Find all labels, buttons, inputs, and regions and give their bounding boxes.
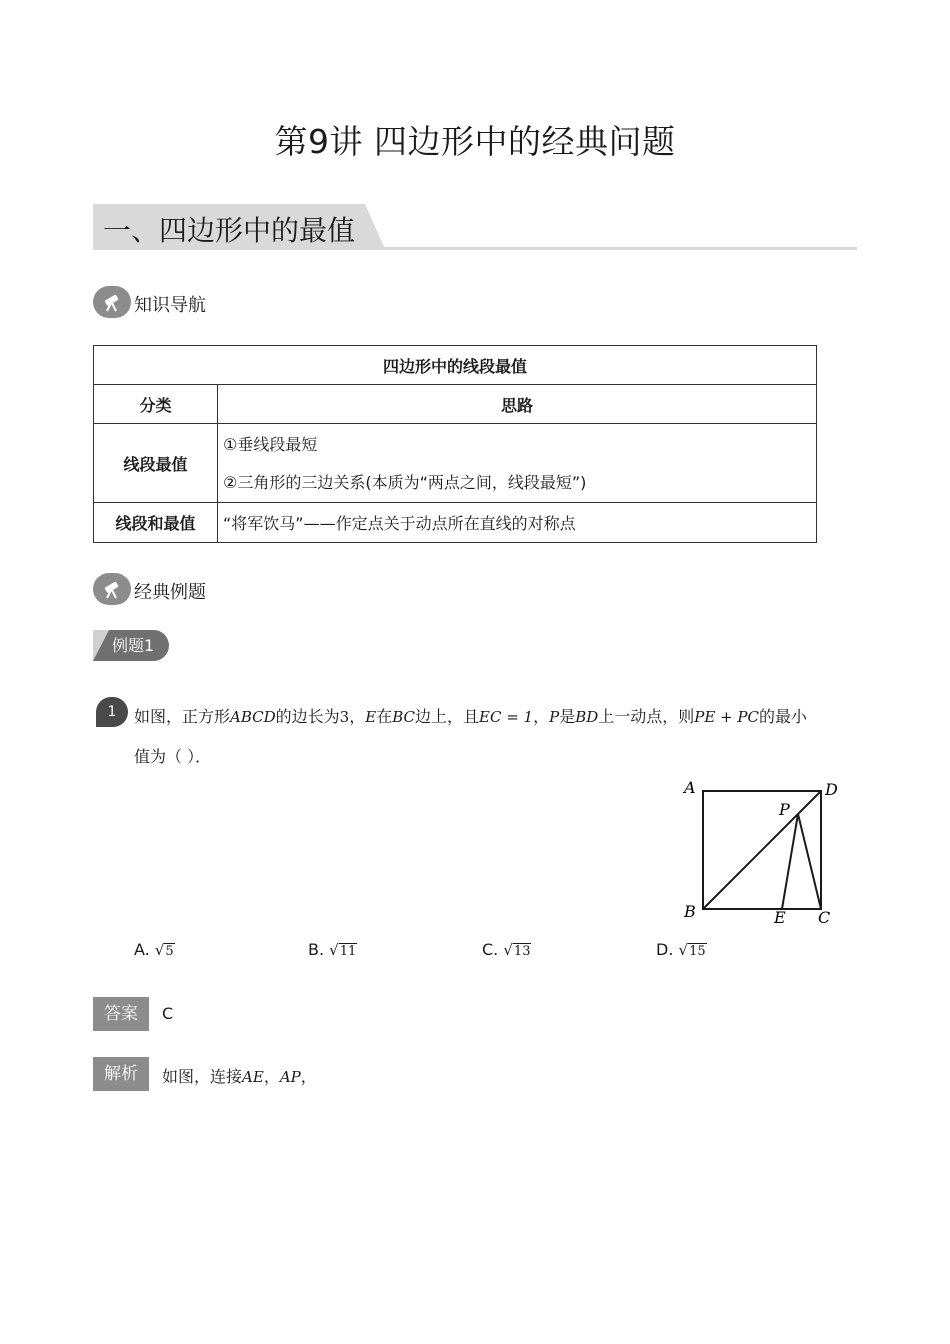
table-title: 四边形中的线段最值 xyxy=(94,346,817,385)
knowledge-table xyxy=(93,345,817,543)
option-d[interactable] xyxy=(656,940,707,959)
option-letter: D. xyxy=(656,940,674,959)
sqrt-value: √11 xyxy=(329,941,357,959)
option-a[interactable] xyxy=(134,940,175,959)
example-tag-label: 例题1 xyxy=(112,636,155,655)
telescope-icon xyxy=(93,573,131,605)
q-math: BC xyxy=(392,708,415,726)
table-row xyxy=(94,503,817,543)
label-a: A xyxy=(684,778,696,797)
sqrt-value: √13 xyxy=(503,941,531,959)
sqrt-value: √5 xyxy=(154,941,174,959)
radicand: 5 xyxy=(165,944,174,959)
q-text-line2: 值为（ ）． xyxy=(134,747,212,766)
section-heading: 一、四边形中的最值 xyxy=(103,214,356,247)
analysis-tag: 解析 xyxy=(93,1057,149,1091)
radicand: 13 xyxy=(513,944,531,959)
q-text: ， xyxy=(533,707,550,726)
q-math: ABCD xyxy=(230,708,276,726)
sqrt-value: √15 xyxy=(678,941,706,959)
q-text: 上一动点，则 xyxy=(598,707,695,726)
q-text: 是 xyxy=(559,707,576,726)
q-math: 3 xyxy=(339,708,350,726)
analysis-words: 如图，连接 xyxy=(162,1067,243,1086)
q-text: 在 xyxy=(376,707,393,726)
q-math: E xyxy=(365,708,377,726)
analysis-math: AP xyxy=(279,1068,301,1086)
square-figure xyxy=(676,774,846,934)
q-text: ， xyxy=(349,707,366,726)
table-row xyxy=(94,424,817,503)
q-text: 的最小 xyxy=(759,707,808,726)
telescope-icon xyxy=(93,286,131,318)
radicand: 15 xyxy=(689,944,706,959)
analysis-words: ， xyxy=(300,1067,317,1086)
label-b: B xyxy=(684,902,696,921)
analysis-text xyxy=(162,1064,317,1087)
table-header-idea: 思路 xyxy=(218,385,817,424)
analysis-words: ， xyxy=(263,1067,280,1086)
answer-value: C xyxy=(162,1004,174,1023)
label-p: P xyxy=(779,800,790,819)
option-letter: C. xyxy=(482,940,499,959)
label-d: D xyxy=(825,780,838,799)
table-cell-category: 线段最值 xyxy=(94,424,218,503)
q-math: BD xyxy=(575,708,599,726)
question-text xyxy=(134,704,844,770)
analysis-math: AE xyxy=(242,1068,264,1086)
label-c: C xyxy=(818,908,831,927)
option-letter: B. xyxy=(308,940,325,959)
table-cell-idea: ①垂线段最短 xyxy=(223,434,318,454)
option-c[interactable] xyxy=(482,940,531,959)
option-letter: A. xyxy=(134,940,150,959)
q-text: 边上，且 xyxy=(414,707,479,726)
examples-label: 经典例题 xyxy=(134,582,206,603)
q-math: PE + PC xyxy=(694,708,759,726)
example-tag xyxy=(93,630,169,661)
page-title: 第9讲 四边形中的经典问题 xyxy=(274,122,676,161)
answer-tag: 答案 xyxy=(93,997,149,1031)
table-header-category: 分类 xyxy=(94,385,218,424)
q-math: EC = 1 xyxy=(479,708,534,726)
q-math: P xyxy=(549,708,560,726)
q-text: 如图，正方形 xyxy=(134,707,231,726)
knowledge-nav-label: 知识导航 xyxy=(134,295,206,316)
section-divider xyxy=(93,247,857,250)
table-cell-idea: ②三角形的三边关系(本质为“两点之间，线段最短”) xyxy=(223,472,587,492)
diagonal-bd xyxy=(703,791,821,909)
radicand: 11 xyxy=(339,944,357,959)
q-text: 的边长为 xyxy=(275,707,340,726)
table-cell-idea: “将军饮马”——作定点关于动点所在直线的对称点 xyxy=(218,503,817,543)
label-e: E xyxy=(774,908,786,927)
table-cell-category: 线段和最值 xyxy=(94,503,218,543)
question-number-badge: 1 xyxy=(96,697,128,727)
segment-pc xyxy=(798,814,821,909)
option-b[interactable] xyxy=(308,940,357,959)
